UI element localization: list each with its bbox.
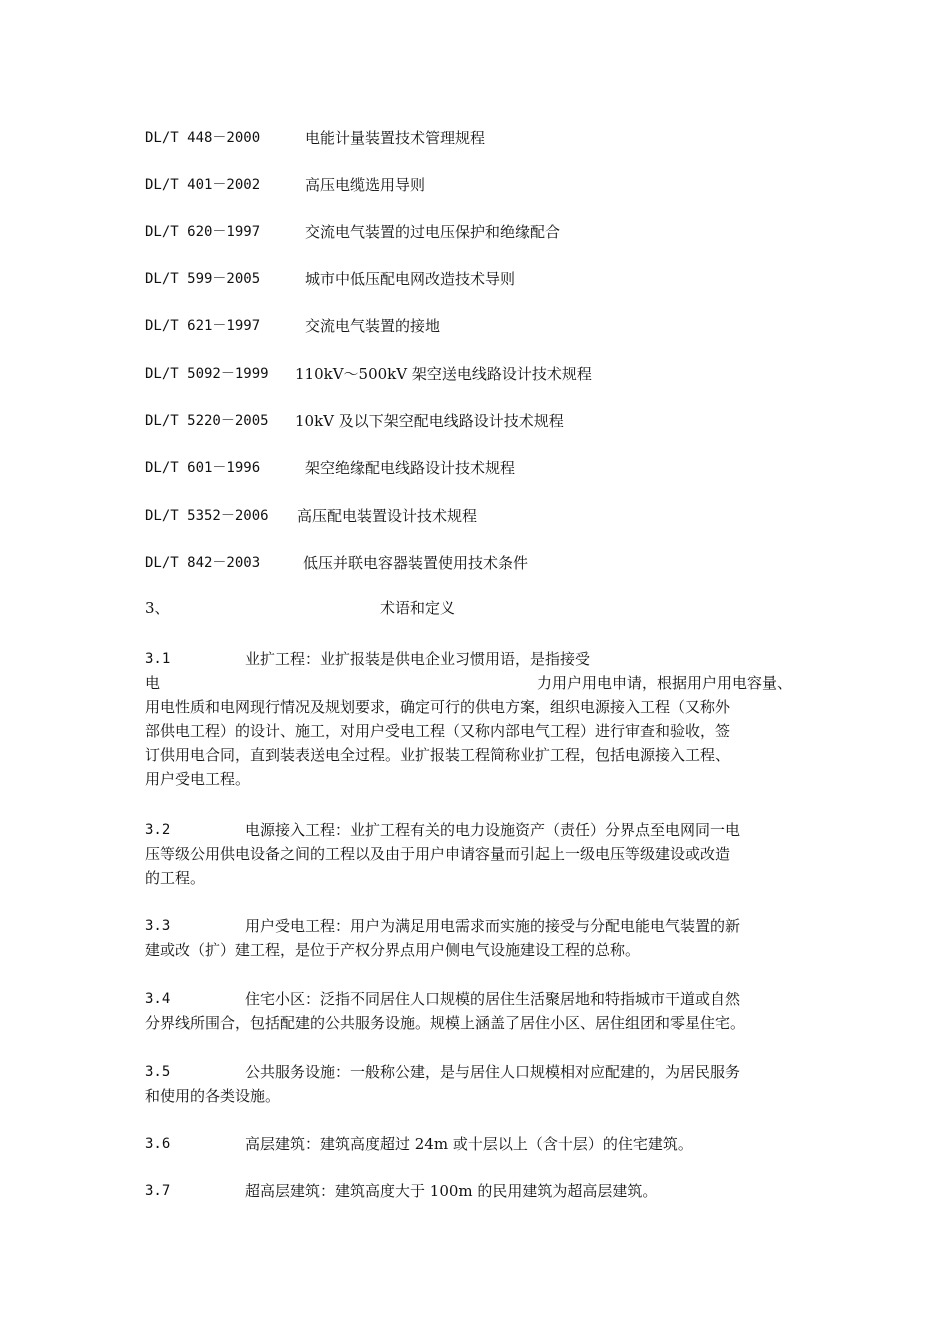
definition-text: 超高层建筑：建筑高度大于 100m 的民用建筑为超高层建筑。 — [245, 1182, 658, 1200]
section-number: 3、 — [145, 599, 170, 617]
definition-text: 的工程。 — [145, 869, 206, 887]
definition-number: 3.3 — [145, 918, 171, 934]
standard-title: 低压并联电容器装置使用技术条件 — [303, 554, 529, 572]
definition-number: 3.1 — [145, 651, 171, 667]
standard-title: 10kV 及以下架空配电线路设计技术规程 — [295, 412, 564, 430]
standard-title: 高压电缆选用导则 — [305, 176, 426, 194]
definition-number: 3.2 — [145, 822, 171, 838]
standard-title: 架空绝缘配电线路设计技术规程 — [305, 459, 516, 477]
definition-text: 电源接入工程：业扩工程有关的电力设施资产（责任）分界点至电网同一电 — [245, 821, 741, 839]
standard-code: DL/T 601－1996 — [145, 460, 261, 476]
standard-title: 交流电气装置的接地 — [305, 317, 441, 335]
definition-number: 3.6 — [145, 1136, 171, 1152]
definition-3-6 — [145, 1132, 813, 1156]
definition-3-4 — [145, 987, 813, 1035]
definition-text: 分界线所围合，包括配建的公共服务设施。规模上涵盖了居住小区、居住组团和零星住宅。 — [145, 1014, 746, 1032]
standard-code: DL/T 401－2002 — [145, 177, 261, 193]
definition-text: 订供用电合同，直到装表送电全过程。业扩报装工程简称业扩工程，包括电源接入工程、 — [145, 746, 731, 764]
definition-3-5 — [145, 1060, 813, 1108]
standard-code: DL/T 5092－1999 — [145, 366, 269, 382]
definition-text: 压等级公用供电设备之间的工程以及由于用户申请容量而引起上一级电压等级建设或改造 — [145, 845, 731, 863]
definition-text: 用电性质和电网现行情况及规划要求，确定可行的供电方案，组织电源接入工程（又称外 — [145, 698, 731, 716]
definition-text: 用户受电工程：用户为满足用电需求而实施的接受与分配电能电气装置的新 — [245, 917, 741, 935]
standard-code: DL/T 599－2005 — [145, 271, 261, 287]
definition-text: 和使用的各类设施。 — [145, 1087, 281, 1105]
standard-title: 高压配电装置设计技术规程 — [297, 507, 478, 525]
definition-text: 住宅小区：泛指不同居住人口规模的居住生活聚居地和特指城市干道或自然 — [245, 990, 741, 1008]
standard-code: DL/T 448－2000 — [145, 130, 261, 146]
definition-number: 3.4 — [145, 991, 171, 1007]
standard-title: 110kV～500kV 架空送电线路设计技术规程 — [295, 365, 592, 383]
definition-text: 公共服务设施：一般称公建，是与居住人口规模相对应配建的，为居民服务 — [245, 1063, 741, 1081]
definition-3-1 — [145, 647, 813, 791]
definition-3-3 — [145, 914, 813, 962]
definition-text: 高层建筑：建筑高度超过 24m 或十层以上（含十层）的住宅建筑。 — [245, 1135, 693, 1153]
standard-title: 电能计量装置技术管理规程 — [305, 129, 486, 147]
definition-text: 力用户用电申请，根据用户用电容量、 — [537, 674, 793, 692]
standard-code: DL/T 621－1997 — [145, 318, 261, 334]
standard-code: DL/T 5220－2005 — [145, 413, 269, 429]
definition-number: 3.5 — [145, 1064, 171, 1080]
definition-text: 部供电工程）的设计、施工，对用户受电工程（又称内部电气工程）进行审查和验收，签 — [145, 722, 731, 740]
section-title: 术语和定义 — [380, 599, 456, 617]
definition-text: 业扩工程：业扩报装是供电企业习惯用语，是指接受 — [245, 650, 591, 668]
standard-code: DL/T 5352－2006 — [145, 508, 269, 524]
definition-3-2 — [145, 818, 813, 890]
definition-number: 3.7 — [145, 1183, 171, 1199]
definition-text: 电 — [145, 674, 161, 692]
definition-3-7 — [145, 1179, 813, 1203]
standard-code: DL/T 620－1997 — [145, 224, 261, 240]
standard-title: 交流电气装置的过电压保护和绝缘配合 — [305, 223, 561, 241]
definition-text: 建或改（扩）建工程，是位于产权分界点用户侧电气设施建设工程的总称。 — [145, 941, 641, 959]
standard-code: DL/T 842－2003 — [145, 555, 261, 571]
definition-text: 用户受电工程。 — [145, 770, 251, 788]
standard-title: 城市中低压配电网改造技术导则 — [305, 270, 516, 288]
